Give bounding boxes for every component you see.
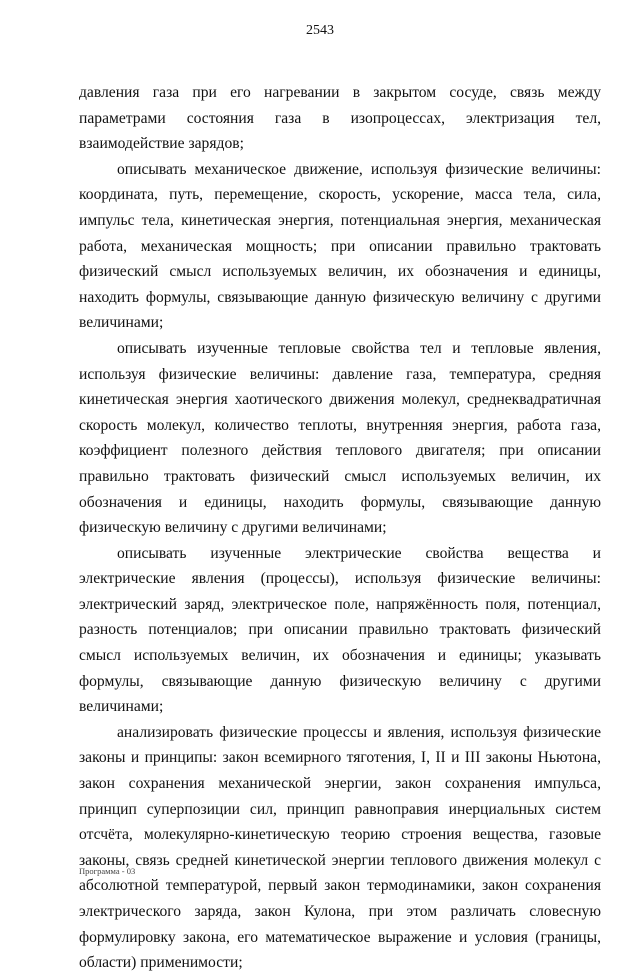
paragraph: описывать изученные электрические свойства вещества и электрические явления (процессы), используя физические величины: электрический заряд, электрическое поле, напряжённость поля, потенциал, разность потенциалов; при описании правильно трактовать физический смысл используемых величин, их обозначения и единицы; указывать формулы, связывающие данную физическую величину с другими величинами;	[79, 544, 601, 716]
document-body	[79, 80, 601, 976]
page-number: 2543	[306, 23, 334, 38]
page-footer: Программа - 03	[79, 866, 136, 876]
paragraph: описывать механическое движение, используя физические величины: координата, путь, перемещение, скорость, ускорение, масса тела, сила, импульс тела, кинетическая энергия, потенциальная энергия, механическая работа, механическая мощность; при описании правильно трактовать физический смысл используемых величин, их обозначения и единицы, находить формулы, связывающие данную физическую величину с другими величинами;	[79, 160, 601, 332]
paragraph: описывать изученные тепловые свойства тел и тепловые явления, используя физические величины: давление газа, температура, средняя кинетическая энергия хаотического движения молекул, среднеквадратичная скорость молекул, количество теплоты, внутренняя энергия, работа газа, коэффициент полезного действия теплового двигателя; при описании правильно трактовать физический смысл используемых величин, их обозначения и единицы, находить формулы, связывающие данную физическую величину с другими величинами;	[79, 339, 601, 537]
paragraph: анализировать физические процессы и явления, используя физические законы и принципы: закон всемирного тяготения, I, II и III законы Ньютона, закон сохранения механической энергии, закон сохранения импульса, принцип суперпозиции сил, принцип равноправия инерциальных систем отсчёта, молекулярно-кинетическую теорию строения вещества, газовые законы, связь средней кинетической энергии теплового движения молекул с абсолютной температурой, первый закон термодинамики, закон сохранения электрического заряда, закон Кулона, при этом различать словесную формулировку закона, его математическое выражение и условия (границы, области) применимости;	[79, 723, 601, 972]
paragraph: давления газа при его нагревании в закрытом сосуде, связь между параметрами состояния газа в изопроцессах, электризация тел, взаимодействие зарядов;	[79, 84, 601, 153]
